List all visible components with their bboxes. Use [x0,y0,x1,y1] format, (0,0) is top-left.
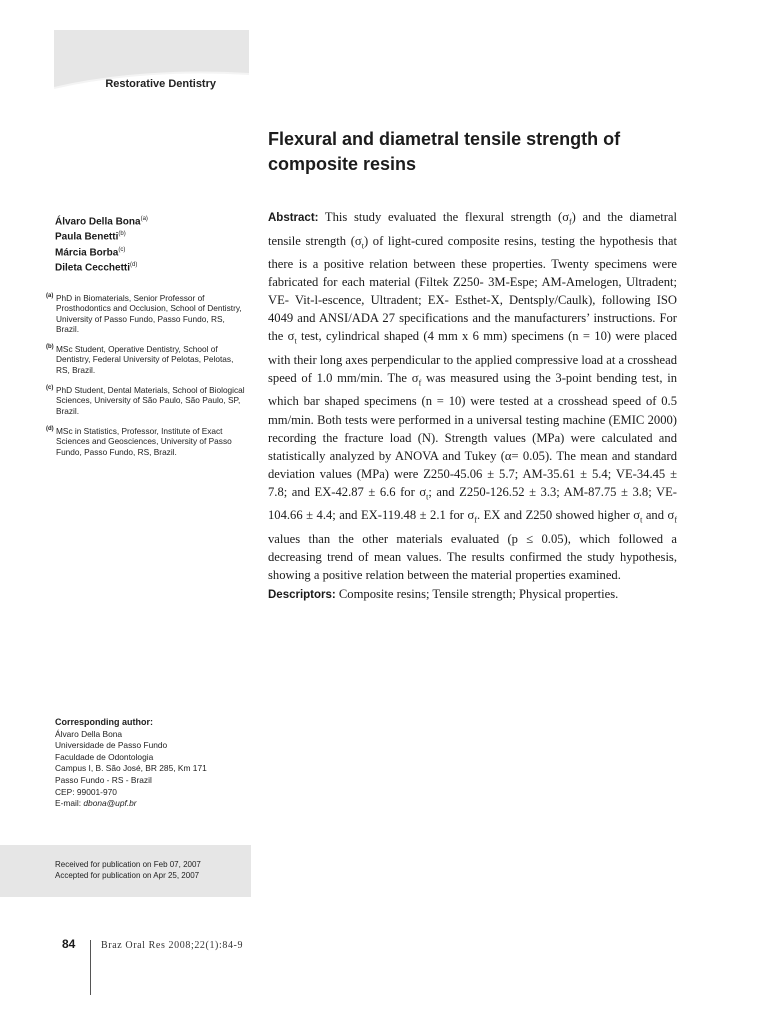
author-name: Márcia Borba [55,246,119,258]
section-tab [54,30,249,113]
corresponding-line: Campus I, B. São José, BR 285, Km 171 [55,763,207,774]
email-link[interactable]: dbona@upf.br [83,798,137,809]
publication-dates [0,845,251,897]
descriptors [268,585,677,604]
accepted-date: Accepted for publication on Apr 25, 2007 [55,871,200,880]
author-mark: (d) [130,261,138,268]
affiliation-mark: (b) [46,344,54,351]
abstract-text: values than the other materials evaluated (p ≤ 0.05), which followed a decreasing trend of mean values. The results confirmed the study hypothesis, showing a positive relation between the material properties examined. [268,531,677,582]
author-mark: (c) [118,246,126,253]
subscript: f [569,217,572,227]
affiliation [46,293,246,334]
affiliation-text: MSc Student, Operative Dentistry, School of Dentistry, Federal University of Pelotas, Pelotas, RS, Brazil. [56,344,234,375]
corresponding-author [55,717,207,810]
journal-citation: Braz Oral Res 2008;22(1):84-9 [101,940,244,951]
affiliation-text: MSc in Statistics, Professor, Institute of Exact Sciences and Geosciences, University of Passo Fundo, Passo Fundo, RS, Brazil. [56,425,232,457]
corresponding-line: Álvaro Della Bona [55,728,123,739]
author-name: Álvaro Della Bona [55,216,141,228]
subscript: t [426,492,429,502]
abstract-text: . EX and Z250 showed higher σ [476,508,641,523]
subscript: t [640,515,643,525]
affiliation [46,385,246,416]
affiliation-text: PhD Student, Dental Materials, School of Biological Sciences, University of São Paulo, São Paulo, SP, Brazil. [56,385,245,416]
abstract-text: test, cylindrical shaped (4 mm x 6 mm) specimens (n = 10) were placed with their long axes perpendicular to the applied compressive load at a crosshead speed of 1.0 mm/min. The σ [268,329,678,385]
abstract-text: ; and Z250-126.52 ± 3.3; AM-87.75 ± 3.8; VE-104.66 ± 4.4; and EX-119.48 ± 2.1 for σ [268,484,678,523]
article-title: Flexural and diametral tensile strength of composite resins [268,129,621,174]
affiliation [46,426,246,457]
corresponding-line: Universidade de Passo Fundo [55,740,168,751]
author-name: Paula Benetti [55,231,119,243]
email-label: E-mail: [55,798,84,809]
subscript: f [418,378,422,388]
affiliation-mark: (d) [46,425,54,432]
abstract-label: Abstract: [268,212,319,224]
author [55,259,148,274]
corresponding-line: CEP: 99001-970 [55,786,117,797]
subscript: t [361,241,364,251]
affiliation [46,344,246,375]
subscript: t [294,336,297,346]
author-list [55,213,148,274]
footer-divider [90,940,91,995]
abstract-text: This study evaluated the flexural strength (σ [318,210,569,224]
subscript: f [474,515,477,525]
corresponding-line: Passo Fundo - RS - Brazil [55,774,152,785]
affiliation-list [46,293,246,467]
corresponding-line: Faculdade de Odontologia [55,751,154,762]
descriptors-text: Composite resins; Tensile strength; Physical properties. [335,587,619,601]
page-number: 84 [62,937,76,951]
affiliation-mark: (a) [46,293,54,299]
author [55,244,148,259]
abstract-text: was measured using the 3-point bending test, in which bar shaped specimens (n = 10) were tested at a crosshead speed of 0.5 mm/min. Both tests were performed in a universal testing machine (EMIC 2000) recording the fracture load (N). Strength values (MPa) were calculated and statistically analyzed by ANOVA and Tukey (α= 0.05). The mean and standard deviation values (MPa) were Z250-45.06 ± 5.7; AM-35.61 ± 5.4; VE-34.45 ± 7.8; and EX-42.87 ± 6.6 for σ [268,370,678,499]
section-label: Restorative Dentistry [105,78,216,90]
abstract [268,208,677,584]
corresponding-email [55,798,207,810]
descriptors-label: Descriptors: [268,589,336,601]
abstract-text: ) of light-cured composite resins, testing the hypothesis that there is a positive relation between these properties. Twenty specimens were fabricated for each material (Filtek Z250- 3M-Espe; AM-Amelogen, Ultradent; VE- Vit-l-escence, Ultradent; EX- Esthet-X, Dentsply/Caulk), following ISO 4049 and ANSI/ADA 27 specifications and the manufacturers’ instructions. For the σ [268,233,677,344]
author-mark: (a) [140,216,148,222]
section-tab-curve [54,30,249,113]
author-name: Dileta Cecchetti [55,262,131,274]
abstract-text: and σ [642,508,675,523]
corresponding-heading: Corresponding author: [55,717,153,727]
author [55,213,148,228]
author [55,228,148,243]
received-date: Received for publication on Feb 07, 2007 [55,860,201,869]
affiliation-mark: (c) [46,385,54,392]
affiliation-text: PhD in Biomaterials, Senior Professor of Prosthodontics and Occlusion, School of Dentistry, University of Passo Fundo, Passo Fundo, RS, Brazil. [56,293,242,334]
author-mark: (b) [118,231,126,238]
subscript: f [674,515,677,525]
abstract-text: ) and the diametral tensile strength (σ [268,210,678,248]
